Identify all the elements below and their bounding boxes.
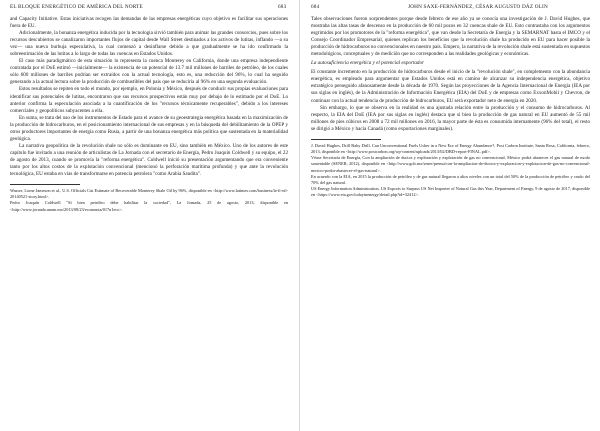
paragraph: Estos resultados se repiten en todo el mundo, por ejemplo, en Polonia y México, después de conducir sus propias evaluaciones para identificar sus potenciales de lutitas, encontraron que sus recursos prospectivos están muy por debajo de lo estimado por el DoE. Lo anterior confirma la especulación asociada a la cuantificación de los "recursos técnicamente recuperables", debido a los intereses comerciales y geopolíticos subyacentes a ella. xyxy=(10,86,288,114)
paragraph: Adicionalmente, la bonanza energética inducida por la tecnología sirvió también para animar las grandes consorcios, pues sobre los recursos descubiertos se canalizaron importantes flujos de capital desde Wall Street destinados a los activos de lutitas, inflando —a su vez— una nueva burbuja especulativa, la cual comenzó a desinflarse debido a que gradualmente se ha ido confirmado la sobreestimación de las lutitas a lo largo de todas las cuencas en Estados Unidos. xyxy=(10,30,288,58)
page-number-left: 683 xyxy=(278,4,287,10)
running-head-right: JOHN SAXE-FERNÁNDEZ, CÉSAR AUGUSTO DÁZ OLIN xyxy=(408,4,548,10)
section-heading: La autosuficiencia energética y el potencial exportador xyxy=(311,60,424,67)
footnote: En acuerdo con la EIA, en 2015 la producción de petróleo y de gas natural llegaron a altos niveles con un total del 50% de la producción de petróleo y crudo del 70% del gas natural. xyxy=(311,173,590,185)
paragraph: El constante incremento en la producción de hidrocarburos desde el inicio de la "revolución shale", en complemento con la abundancia energética, es empleado para argumentar que Estados Unidos está en camino de alcanzar su independencia energética, objetivo estratégico perseguido afanosamente desde la década de 1970. Según las proyecciones de la Agencia Internacional de Energía (IEA por sus siglas en inglés), de la Administración de Información Energética (EIA) del DoE y de empresas como ExxonMobil y Chevron, de continuar con la actual tendencia de producción de hidrocarburos, EU será exportador neto de energía en 2020. xyxy=(311,69,590,104)
left-text-column xyxy=(10,16,288,213)
paragraph: Tales observaciones fueron sorprendentes porque desde febrero de ese año ya se conocía una investigación de J. David Hughes, que mostraba las altas tasas de descenso en la producción de 60 mil pozos en 32 cuencas shale de EU. Esto contrastaba con los argumentos esgrimidos por los promotores de la "reforma energética", que van desde la Secretaría de Energía y la SEMARNAT hasta el IMCO y el Consejo Coordinador Empresarial, quienes replican los beneficios que la revolución shale ha producido en EU para hacer posible la producción de hidrocarburos no convencionales en nuestro país. Empero, la narrativa de la revolución shale está sustentada en supuestos metodológicos, conceptuales y de medición que no corresponden a las realidades geológicas y económicas. xyxy=(311,16,590,58)
paragraph: En suma, se trata del uso de los instrumentos de Estado para el avance de su geoestrategia energética basada en la maximización de la producción de hidrocarburos, en el posicionamiento internacional de sus empresas y en la búsqueda del debilitamiento de la OPEP y otros productores importantes de energía como Rusia, a partir de una bonanza energética más política que sustentada en la materialidad geológica. xyxy=(10,114,288,142)
right-page xyxy=(300,0,600,431)
footnote: Pedro Joaquín Coldwell "Sí bien petróleo debe habilitar la sociedad", La Jornada, 25 de agosto, 2013, disponible en <http://www.jornada.unam.mx/2013/08/23/economia/017n1eco>. xyxy=(10,200,288,212)
paragraph: El caso más paradigmático de esta situación lo representa la cuenca Monterey en California, donde una empresa independiente contratada por el DoE estimó —inicialmente— la existencia de un potencial de 13.7 mil millones de barriles de petróleo, de los cuales sólo 600 millones de barriles podrían ser extraídos con la actual tecnología, esto es, una reducción del 96%, lo cual ha seguido generando a la actual lectura sobre la producción de combustibles del país que se reduciría al 96% en una segunda evaluación. xyxy=(10,58,288,86)
footnote: Wasser, Lorne Jameson et al., U.S. Officials Cut Estimate of Recoverable Monterey Shale Oil by 96%, disponible en <http://www.latimes.com/business/la-fi-oil-20140521-story.html>. xyxy=(10,188,288,200)
footnote-rule xyxy=(10,184,80,185)
paragraph: and Capacity Initiative. Estas iniciativas recogen las demandas de las empresas energéticas cuyo objetivo es facilitar sus operaciones fuera de EU. xyxy=(10,16,288,30)
footnote: US Energy Information Administration, US Exports to Surpass US Net Importer of Natural Gas this Year, Department of Energy, 9 de agosto de 2017, disponible en <https://www.eia.gov/todayinenergy/detail.php?id=32412>. xyxy=(311,186,590,198)
right-text-column xyxy=(311,16,590,199)
paragraph: Sin embargo, lo que se observa en la realidad es una ajustada relación entre la producción y el consumo de hidrocarburos. Al respecto, la EIA del DoE (IEA por sus siglas en inglés) destaca que si bien la producción de gas natural en EU aumentó de 55 mil millones de pies cúbicos en 2008 a 72 mil millones en 2016, la mayor parte de ésta es consumida internamente (96% del total), el resto se dirigió a México y hacia Canadá (como exportaciones marginales). xyxy=(311,104,590,132)
footnote: J. David Hughes, Drill Baby Drill, Can Unconventional Fuels Usher in a New Era of Energy Abundance?, Post Carbon Institute, Santa Rosa, California, febrero, 2013, disponible en <http://www.postcarbon.org/wp-content/uploads/2013/02/DBD-report-FINAL.pdf>. xyxy=(311,142,590,154)
paragraph: La narrativa geopolítica de la revolución shale no sólo es dominante en EU, sino también en México. Uno de los autores de este capítulo fue invitado a una reunión de articulistas de La Jornada con el secretario de Energía, Pedro Joaquín Coldwell y su equipo, el 22 de agosto de 2013, cuando se promovía la "reforma energética". Coldwell inició su presentación argumentando que era conveniente tanto por los altos costos de la explotación convencional (mencionó la perforación marítima profunda) y que ante la revolución tecnológica, EU estaba en vías de transformarse en potencia petrolera "como Arabia Saudita". xyxy=(10,142,288,178)
footnote: Véase Secretaría de Energía, Con la ampliación de ductos y exploración y explotación de gas no convencional, México podrá abastecer el gas natural de modo sustentable (SENER, 2012), disponible en <http://www.gob.mx/sener/prensa/con-la-ampliacion-de-ductos-y-exploracion-y-explotacion-de-gas-no-convencional-mexico-podra-abastecer-el-gas-natural>. xyxy=(311,155,590,173)
page-number-right: 684 xyxy=(311,4,320,10)
footnote-rule xyxy=(311,139,381,140)
running-head-left: EL BLOQUE ENERGÉTICO DE AMÉRICA DEL NORTE xyxy=(10,4,143,10)
